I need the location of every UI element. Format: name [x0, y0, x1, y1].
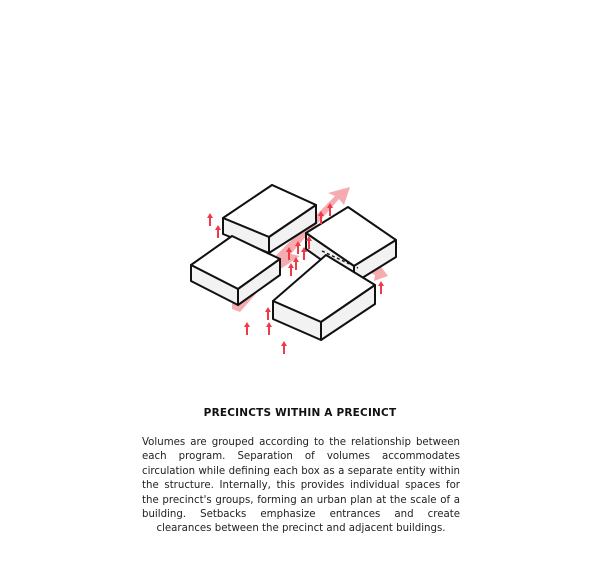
entry-arrow [378, 281, 384, 294]
entry-arrow [281, 341, 287, 354]
entry-arrow [265, 307, 271, 320]
entry-arrow [215, 225, 221, 238]
diagram-title: PRECINCTS WITHIN A PRECINCT [203, 407, 397, 419]
entry-arrow [288, 263, 294, 276]
entry-arrow [207, 213, 213, 226]
diagram-description: Volumes are grouped according to the relationship between each program. Separation of volumes accommodates circulation while defining each box as a separate entity within the structure. Internally, this provides individual spaces for the precinct's groups, forming an urban plan at the scale of a building. Setbacks emphasize entrances and create clearances between the precinct and adjacent buildings. [142, 437, 460, 535]
entry-arrow [244, 322, 250, 335]
entry-arrow [266, 322, 272, 335]
